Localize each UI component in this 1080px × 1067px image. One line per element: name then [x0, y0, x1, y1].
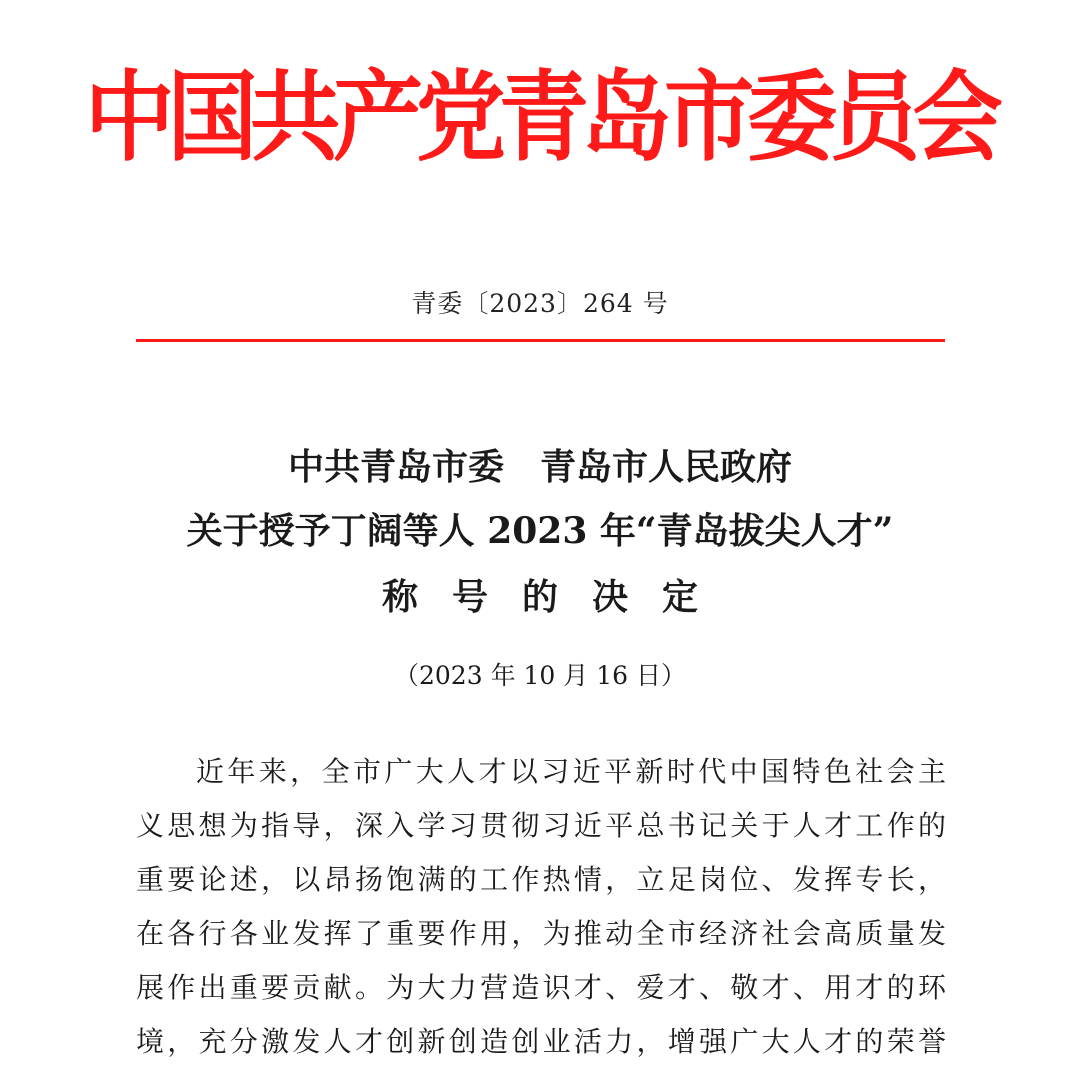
body-paragraph-line: 近年来，全市广大人才以习近平新时代中国特色社会主 — [196, 755, 946, 788]
document-number: 青委〔2023〕264 号 — [411, 289, 669, 318]
document-date: （2023 年 10 月 16 日） — [394, 661, 686, 690]
header-divider — [136, 339, 945, 342]
body-paragraph-line: 展作出重要贡献。为大力营造识才、爱才、敬才、用才的环 — [136, 971, 946, 1004]
document-title-line-2: 关于授予丁阔等人 2023 年“青岛拔尖人才” — [186, 510, 894, 552]
body-paragraph-line: 境，充分激发人才创新创造创业活力，增强广大人才的荣誉 — [136, 1025, 946, 1058]
body-paragraph-line: 重要论述，以昂扬饱满的工作热情，立足岗位、发挥专长， — [136, 863, 946, 896]
body-paragraph-line: 在各行各业发挥了重要作用，为推动全市经济社会高质量发 — [136, 917, 946, 950]
document-title-line-3: 称号的决定 — [381, 576, 732, 618]
body-paragraph-line: 义思想为指导，深入学习贯彻习近平总书记关于人才工作的 — [136, 809, 946, 842]
document-title-line-1: 中共青岛市委 青岛市人民政府 — [287, 446, 792, 488]
masthead-title: 中国共产党青岛市委员会 — [84, 60, 996, 175]
